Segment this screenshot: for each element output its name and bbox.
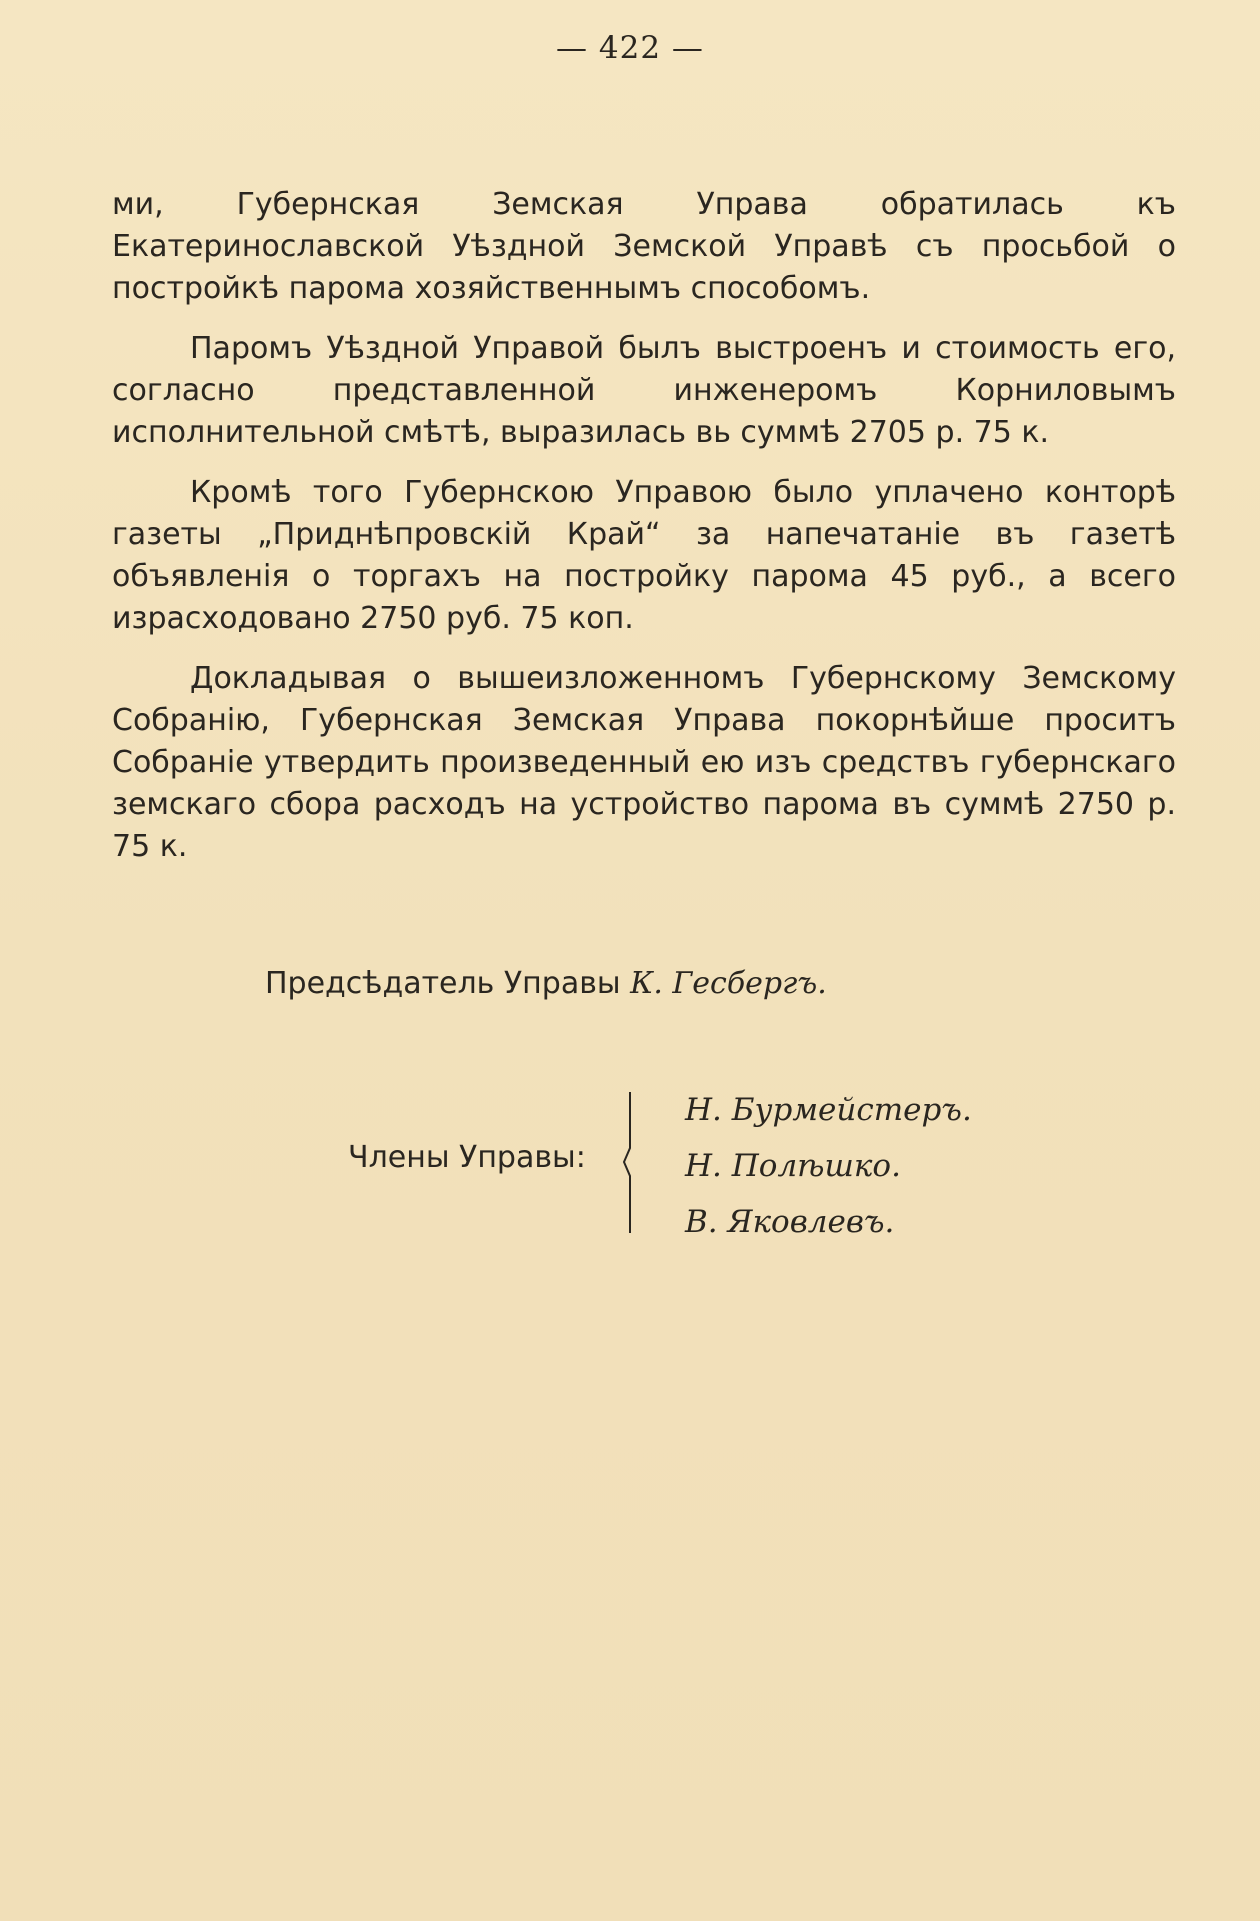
- chairman-label: Предсѣдатель Управы: [265, 966, 621, 1001]
- member-name: Н. Бурмейстеръ.: [685, 1092, 972, 1128]
- paragraph-2: Паромъ Уѣздной Управой былъ выстроенъ и стоимость его, согласно представленной инженеромъ Корниловымъ исполнительной смѣтѣ, выразилась вь суммѣ 2705 р. 75 к.: [112, 331, 1176, 450]
- member-name: Н. Полѣшко.: [685, 1148, 901, 1184]
- paragraph-4: Докладывая о вышеизложенномъ Губернскому Земскому Собранію, Губернская Земская Управа покорнѣйше проситъ Собраніе утвердить произведенный ею изъ средствъ губернскаго земскаго сбора расходъ на устройство парома въ суммѣ 2750 р. 75 к.: [112, 661, 1176, 864]
- page-number: — 422 —: [556, 30, 704, 66]
- member-name: В. Яковлевъ.: [685, 1204, 895, 1240]
- chairman-signature: К. Гесбергъ.: [630, 966, 827, 1001]
- paragraph-1: ми, Губернская Земская Управа обратилась къ Екатеринославской Уѣздной Земской Управѣ съ просьбой о постройкѣ парома хозяйственнымъ способомъ.: [112, 187, 1176, 306]
- brace-icon: [620, 1090, 640, 1235]
- chairman-line: [265, 966, 827, 1001]
- members-list: [685, 1082, 972, 1250]
- paragraph-3: Кромѣ того Губернскою Управою было уплачено конторѣ газеты „Приднѣпровскій Край“ за напечатаніе въ газетѣ объявленія о торгахъ на постройку парома 45 руб., а всего израсходовано 2750 руб. 75 коп.: [112, 475, 1176, 636]
- members-label: Члены Управы:: [348, 1140, 586, 1175]
- body-text: [112, 184, 1176, 886]
